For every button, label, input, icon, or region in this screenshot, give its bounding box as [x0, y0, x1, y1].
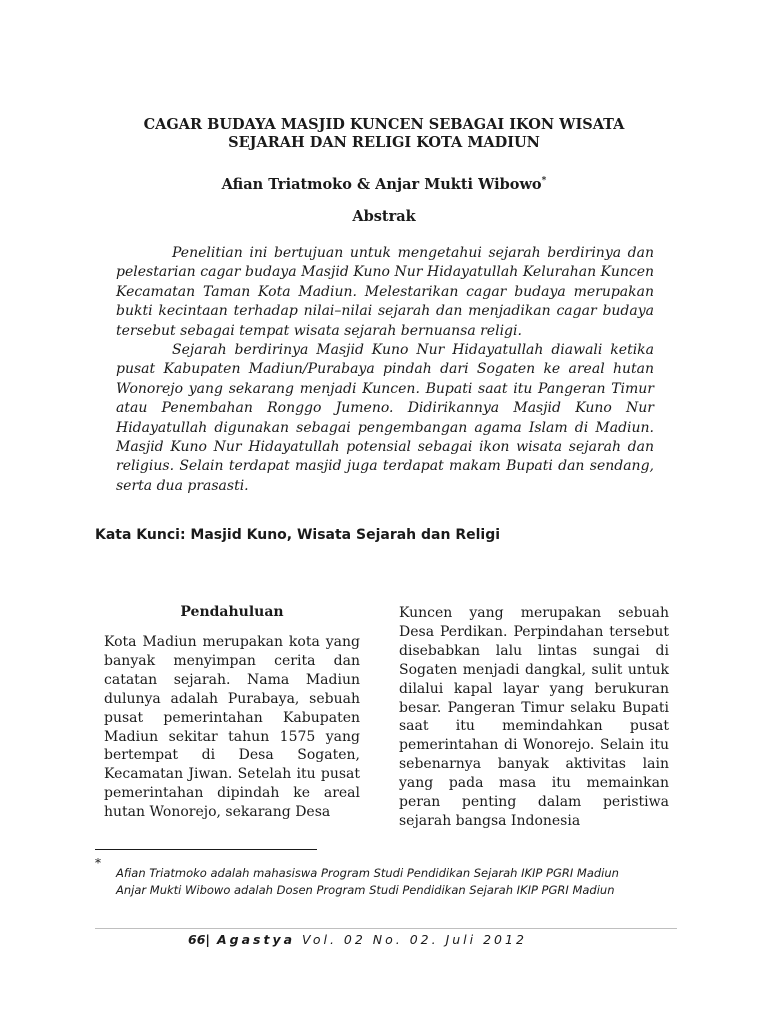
abstract-body — [116, 244, 654, 496]
left-column — [104, 604, 360, 822]
left-column-text: Kota Madiun merupakan kota yang banyak menyimpan cerita dan catatan sejarah. Nama Madiun dulunya adalah Purabaya, sebuah pusat pemerintahan Kabupaten Madiun sekitar tahun 1575 yang bertempat di Desa Sogaten, Kecamatan Jiwan. Setelah itu pusat pemerintahan dipindah ke areal hutan Wonorejo, sekarang Desa — [104, 634, 360, 821]
author-line — [0, 176, 768, 193]
journal-issue: Vol. 02 No. 02. Juli 2012 — [302, 932, 527, 947]
page-footer — [188, 932, 527, 947]
abstract-paragraph-2: Sejarah berdirinya Masjid Kuno Nur Hidayatullah diawali ketika pusat Kabupaten Madiun/Purabaya pindah dari Sogaten ke areal hutan Wonorejo yang sekarang menjadi Kuncen. Bupati saat itu Pangeran Timur atau Penembahan Ronggo Jumeno. Didirikannya Masjid Kuno Nur Hidayatullah digunakan sebagai pengembangan agama Islam di Madiun. Masjid Kuno Nur Hidayatullah potensial sebagai ikon wisata sejarah dan religius. Selain terdapat masjid juga terdapat makam Bupati dan sendang, serta dua prasasti. — [116, 342, 654, 494]
section-heading-introduction: Pendahuluan — [180, 604, 284, 620]
title-line-2: SEJARAH DAN RELIGI KOTA MADIUN — [228, 134, 540, 151]
right-column-text: Kuncen yang merupakan sebuah Desa Perdikan. Perpindahan tersebut disebabkan lalu lintas sungai di Sogaten menjadi dangkal, sulit untuk dilalui kapal layar yang berukuran besar. Pangeran Timur selaku Bupati saat itu memindahkan pusat pemerintahan di Wonorejo. Selain itu sebenarnya banyak aktivitas lain yang pada masa itu memainkan peran penting dalam peristiwa sejarah bangsa Indonesia — [399, 605, 669, 829]
abstract-paragraph-1: Penelitian ini bertujuan untuk mengetahui sejarah berdirinya dan pelestarian cagar budaya Masjid Kuno Nur Hidayatullah Kelurahan Kuncen Kecamatan Taman Kota Madiun. Melestarikan cagar budaya merupakan bukti kecintaan terhadap nilai–nilai sejarah dan menjadikan cagar budaya tersebut sebagai tempat wisata sejarah bernuansa religi. — [116, 245, 654, 339]
journal-name: Agastya — [216, 932, 296, 947]
footnote-mark: * — [95, 856, 101, 870]
footnote-divider — [95, 849, 317, 850]
keywords: Kata Kunci: Masjid Kuno, Wisata Sejarah dan Religi — [95, 527, 501, 543]
footer-separator: | — [205, 932, 210, 947]
page-number: 66 — [188, 932, 206, 947]
author-footnote-mark: * — [541, 176, 547, 187]
title-line-1: CAGAR BUDAYA MASJID KUNCEN SEBAGAI IKON WISATA — [143, 116, 625, 133]
abstract-heading: Abstrak — [352, 208, 416, 225]
footer-divider — [95, 928, 677, 929]
footnote-author-2: Anjar Mukti Wibowo adalah Dosen Program Studi Pendidikan Sejarah IKIP PGRI Madiun — [116, 883, 615, 897]
right-column — [399, 604, 669, 831]
footnote-author-1: Afian Triatmoko adalah mahasiswa Program Studi Pendidikan Sejarah IKIP PGRI Madiun — [116, 866, 619, 880]
paper-title — [0, 116, 768, 152]
author-names: Afian Triatmoko & Anjar Mukti Wibowo — [221, 176, 542, 193]
footnotes — [116, 866, 676, 900]
